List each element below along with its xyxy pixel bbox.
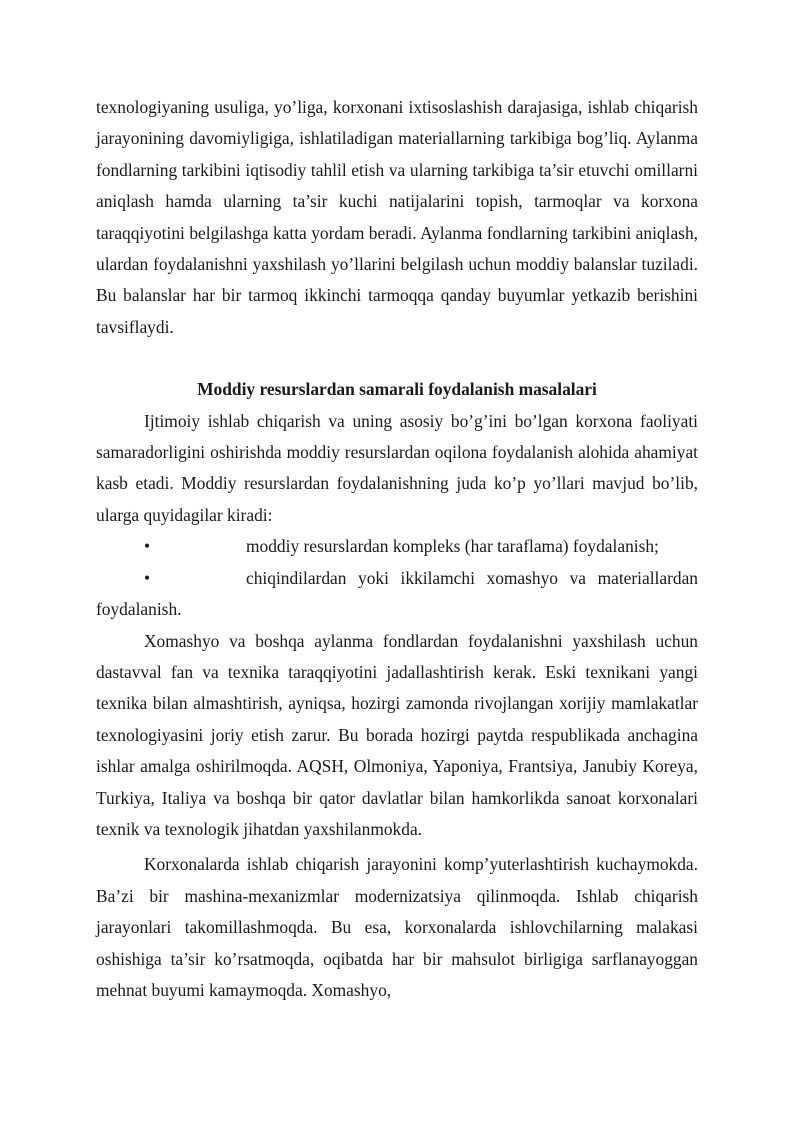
bullet-marker: • <box>144 536 151 557</box>
paragraph-computerization: Korxonalarda ishlab chiqarish jarayonini komp’yuterlashtirish kuchaymokda. Ba’zi bir mashina-mexanizmlar modernizatsiya qilinmoqda. Ishlab chiqarish jarayonlari takomillashmoqda. Bu esa, korxonalarda ishlovchilarning malakasi oshishiga ta’sir ko’rsatmoqda, oqibatda har bir mahsulot birligiga sarflanayoggan mehnat buyumi kamaymoqda. Xomashyo, <box>96 854 698 1000</box>
bullet-marker: • <box>144 567 151 588</box>
bullet-item-1 <box>96 531 698 562</box>
paragraph-intro: texnologiyaning usuliga, yo’liga, korxonani ixtisoslashish darajasiga, ishlab chiqarish jarayonining davomiyligiga, ishlatiladigan materiallarning tarkibiga bog’liq. Aylanma fondlarning tarkibini iqtisodiy tahlil etish va ularning tarkibiga ta’sir etuvchi omillarni aniqlash hamda ularning ta’sir kuchi natijalarini topish, tarmoqlar va korxona taraqqiyotini belgilashga katta yordam beradi. Aylanma fondlarning tarkibini aniqlash, ulardan foydalanishni yaxshilash yo’llarini belgilash uchun moddiy balanslar tuziladi. Bu balanslar har bir tarmoq ikkinchi tarmoqqa qanday buyumlar yetkazib berishini tavsiflaydi. <box>96 97 698 337</box>
document-page <box>96 92 698 1006</box>
paragraph-resources: Ijtimoiy ishlab chiqarish va uning asosiy bo’g’ini bo’lgan korxona faoliyati samaradorligini oshirishda moddiy resurslardan oqilona foydalanish alohida ahamiyat kasb etadi. Moddiy resurslardan foydalanishning juda ko’p yo’llari mavjud bo’lib, ularga quyidagilar kiradi: <box>96 410 698 525</box>
bullet-text: chiqindilardan yoki ikkilamchi xomashyo va materiallardan foydalanish. <box>96 567 698 620</box>
bullet-text: moddiy resurslardan kompleks (har taraflama) foydalanish; <box>246 536 659 557</box>
paragraph-technology: Xomashyo va boshqa aylanma fondlardan foydalanishni yaxshilash uchun dastavval fan va texnika taraqqiyotini jadallashtirish kerak. Eski texnikani yangi texnika bilan almashtirish, ayniqsa, hozirgi zamonda rivojlangan xorijiy mamlakatlar texnologiyasini joriy etish zarur. Bu borada hozirgi paytda respublikada anchagina ishlar amalga oshirilmoqda. AQSH, Olmoniya, Yaponiya, Frantsiya, Janubiy Koreya, Turkiya, Italiya va boshqa bir qator davlatlar bilan hamkorlikda sanoat korxonalari texnik va texnologik jihatdan yaxshilanmokda. <box>96 630 698 839</box>
bullet-item-2 <box>96 563 698 626</box>
section-heading: Moddiy resurslardan samarali foydalanish masalalari <box>197 379 597 400</box>
